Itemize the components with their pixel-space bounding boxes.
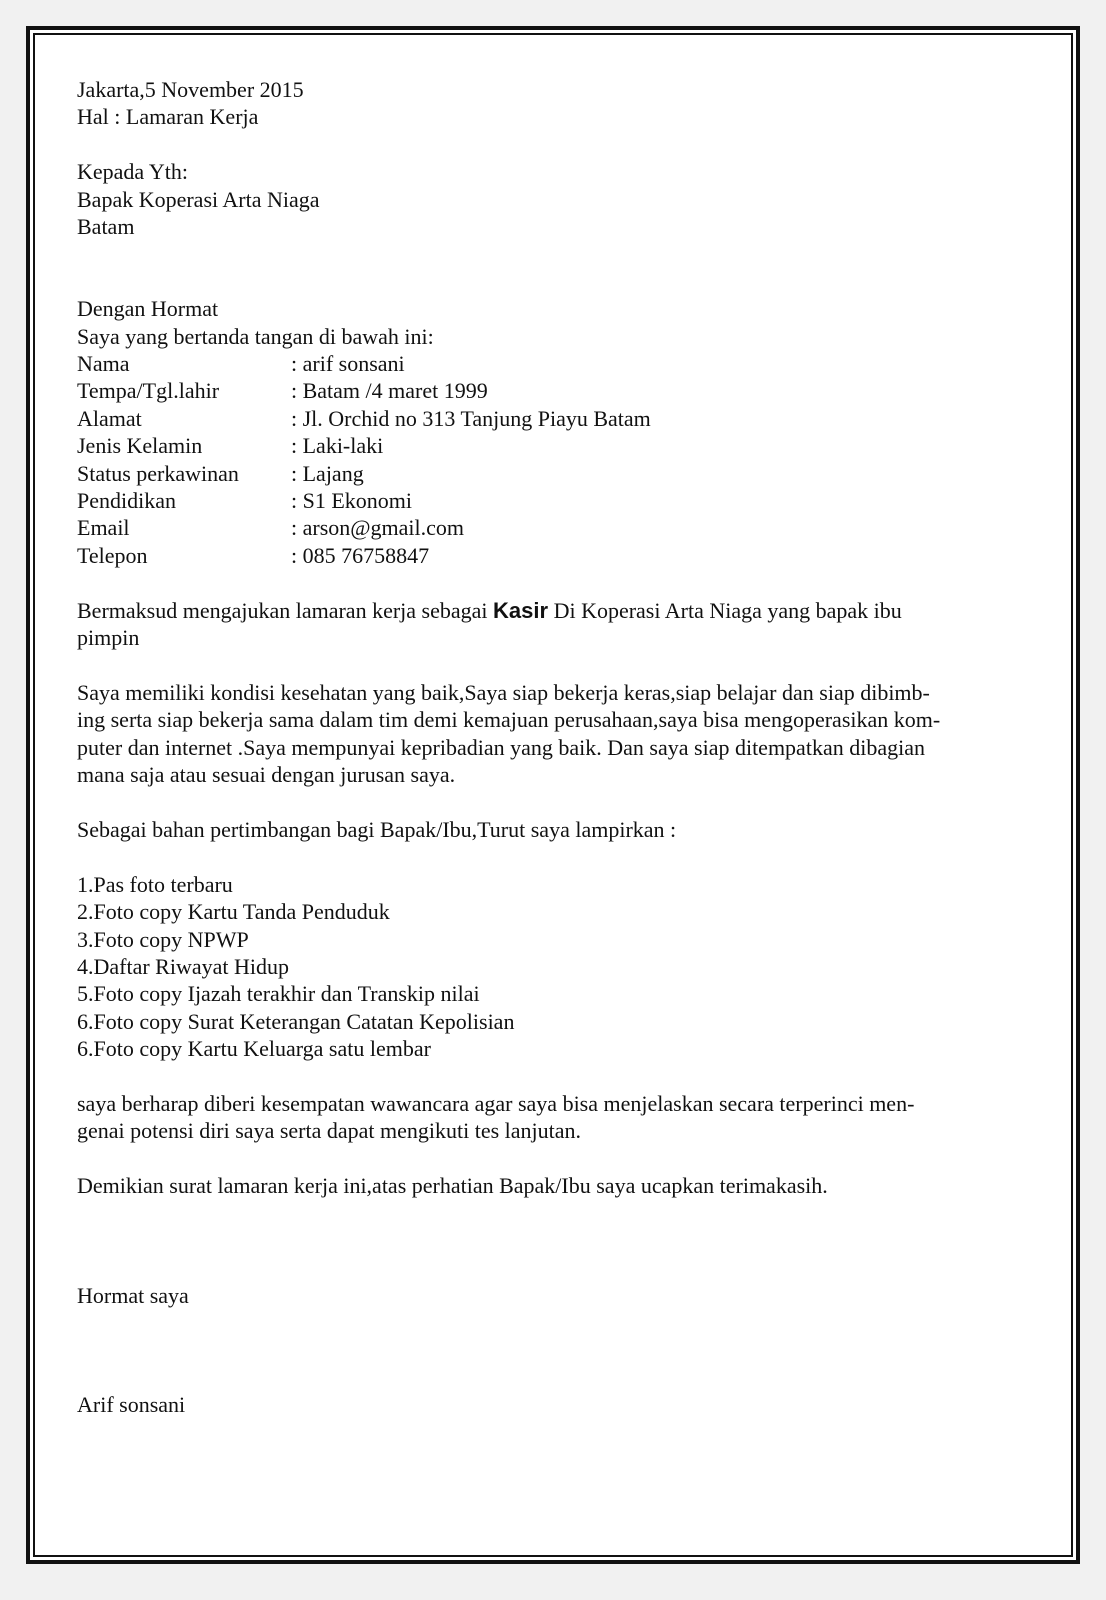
identity-value: : Laki-laki [291, 433, 384, 459]
hope-line: saya berharap diberi kesempatan wawancara agar saya bisa menjelaskan secara terperinci men- [77, 1090, 915, 1116]
identity-row [77, 487, 1037, 514]
attachment-item: 4.Daftar Riwayat Hidup [77, 953, 289, 979]
identity-value: : Lajang [291, 460, 364, 486]
closing-sentence: Demikian surat lamaran kerja ini,atas perhatian Bapak/Ibu saya ucapkan terimakasih. [77, 1173, 828, 1199]
position-applied: Kasir [493, 597, 549, 623]
purpose-text-line2: pimpin [77, 625, 140, 651]
subject-line: Hal : Lamaran Kerja [77, 104, 259, 130]
identity-row [77, 405, 1037, 432]
identity-label: Status perkawinan [77, 460, 239, 486]
identity-value: : S1 Ekonomi [291, 488, 413, 514]
attachments-list [77, 871, 1037, 1063]
identity-row [77, 460, 1037, 487]
attachments-intro: Sebagai bahan pertimbangan bagi Bapak/Ibu,Turut saya lampirkan : [77, 816, 677, 842]
recipient-greeting: Kepada Yth: [77, 159, 188, 185]
recipient-name: Bapak Koperasi Arta Niaga [77, 186, 320, 212]
purpose-paragraph [77, 597, 1037, 652]
hope-line: genai potensi diri saya serta dapat mengikuti tes lanjutan. [77, 1118, 582, 1144]
attachment-item: 2.Foto copy Kartu Tanda Penduduk [77, 899, 390, 925]
purpose-text-before: Bermaksud mengajukan lamaran kerja sebagai [77, 597, 494, 623]
intro-line: Saya yang bertanda tangan di bawah ini: [77, 323, 434, 349]
recipient-city: Batam [77, 214, 135, 240]
identity-value: : arif sonsani [291, 351, 405, 377]
identity-row [77, 514, 1037, 541]
signature-name: Arif sonsani [77, 1392, 186, 1418]
attachment-item: 6.Foto copy Surat Keterangan Catatan Kepolisian [77, 1008, 515, 1034]
signoff: Hormat saya [77, 1282, 189, 1308]
identity-label: Pendidikan [77, 488, 176, 514]
attachment-item: 1.Pas foto terbaru [77, 871, 233, 897]
qualities-paragraph [77, 679, 1037, 789]
attachment-item: 3.Foto copy NPWP [77, 926, 249, 952]
hope-paragraph [77, 1090, 1037, 1145]
qualities-line: Saya memiliki kondisi kesehatan yang baik,Saya siap bekerja keras,siap belajar dan siap dibimb- [77, 679, 930, 705]
identity-label: Nama [77, 351, 130, 377]
qualities-line: ing serta siap bekerja sama dalam tim demi kemajuan perusahaan,saya bisa mengoperasikan kom- [77, 707, 941, 733]
attachment-item: 6.Foto copy Kartu Keluarga satu lembar [77, 1036, 431, 1062]
identity-row [77, 542, 1037, 569]
qualities-line: mana saja atau sesuai dengan jurusan saya. [77, 762, 456, 788]
place-date: Jakarta,5 November 2015 [77, 77, 304, 102]
identity-value: : 085 76758847 [291, 542, 430, 568]
identity-table [77, 350, 1037, 569]
identity-row [77, 377, 1037, 404]
identity-value: : Jl. Orchid no 313 Tanjung Piayu Batam [291, 405, 651, 431]
letter-body [77, 76, 1037, 1419]
identity-label: Telepon [77, 542, 148, 568]
salutation: Dengan Hormat [77, 296, 219, 322]
qualities-line: puter dan internet .Saya mempunyai kepribadian yang baik. Dan saya siap ditempatkan dibagian [77, 734, 925, 760]
identity-label: Jenis Kelamin [77, 433, 203, 459]
purpose-text-after: Di Koperasi Arta Niaga yang bapak ibu [548, 597, 902, 623]
identity-label: Email [77, 515, 130, 541]
identity-label: Tempa/Tgl.lahir [77, 378, 220, 404]
attachment-item: 5.Foto copy Ijazah terakhir dan Transkip nilai [77, 981, 480, 1007]
identity-value: : arson@gmail.com [291, 515, 465, 541]
identity-row [77, 432, 1037, 459]
identity-row [77, 350, 1037, 377]
identity-value: : Batam /4 maret 1999 [291, 378, 488, 404]
identity-label: Alamat [77, 405, 142, 431]
